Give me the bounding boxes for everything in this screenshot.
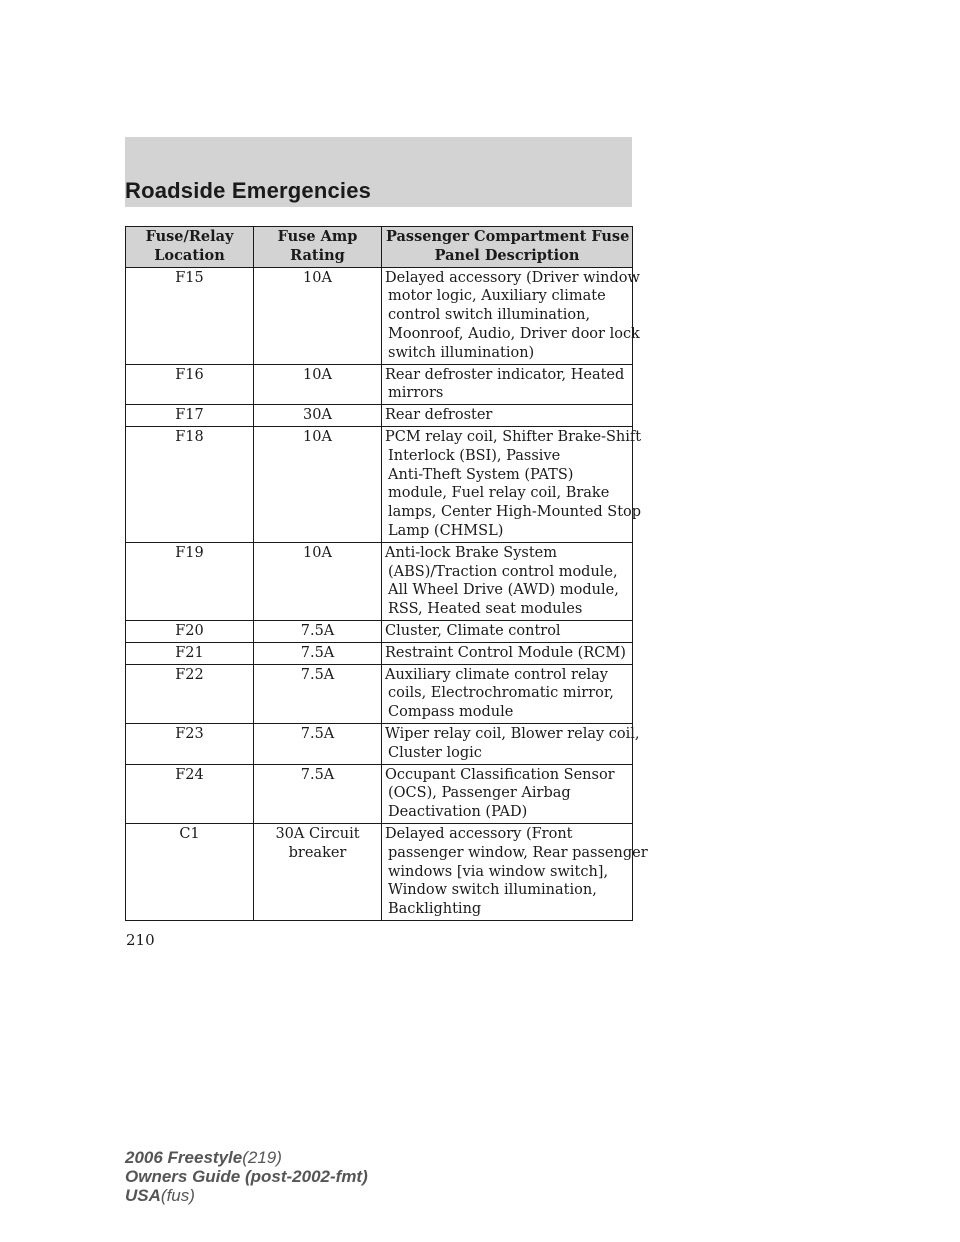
fuse-rating-line: 10A — [303, 544, 332, 561]
footer-line-2-bold: Owners Guide (post-2002-fmt) — [125, 1167, 368, 1186]
fuse-description-cell — [382, 664, 633, 723]
fuse-description-line: RSS, Heated seat modules — [388, 601, 583, 618]
fuse-description-line: Backlighting — [388, 901, 482, 918]
fuse-rating-cell — [254, 642, 382, 664]
footer — [125, 1148, 368, 1205]
table-header-row — [126, 227, 633, 268]
footer-line-3-bold: USA — [125, 1186, 161, 1205]
fuse-rating-line: 7.5A — [300, 725, 335, 742]
footer-line-2 — [125, 1167, 368, 1186]
fuse-description-cell — [382, 620, 633, 642]
header-description — [382, 227, 633, 268]
table-row — [126, 664, 633, 723]
header-location — [126, 227, 254, 268]
fuse-table — [125, 226, 648, 921]
fuse-description-line: windows [via window switch], — [388, 863, 609, 880]
fuse-rating-cell — [254, 620, 382, 642]
fuse-rating-line: 7.5A — [300, 766, 335, 783]
fuse-description-line: PCM relay coil, Shifter Brake-Shift — [385, 428, 642, 445]
fuse-description-line: Cluster logic — [388, 744, 482, 761]
fuse-rating-line: 7.5A — [300, 622, 335, 639]
header-location-line-1: Fuse/Relay — [145, 228, 234, 245]
fuse-location-cell: F20 — [126, 620, 254, 642]
table-row — [126, 620, 633, 642]
fuse-description-line: Rear defroster — [385, 407, 493, 424]
fuse-rating-cell — [254, 542, 382, 620]
fuse-location-cell: F15 — [126, 267, 254, 364]
fuse-location-cell: C1 — [126, 823, 254, 920]
fuse-description-line: motor logic, Auxiliary climate — [388, 288, 606, 305]
fuse-description-line: lamps, Center High-Mounted Stop — [388, 504, 642, 521]
fuse-rating-line: 10A — [303, 366, 332, 383]
fuse-rating-cell — [254, 664, 382, 723]
footer-line-3-normal: (fus) — [160, 1186, 195, 1205]
fuse-location-cell: F16 — [126, 364, 254, 405]
fuse-rating-cell — [254, 764, 382, 823]
fuse-description-line: Interlock (BSI), Passive — [388, 447, 561, 464]
fuse-description-line: Wiper relay coil, Blower relay coil, — [385, 725, 640, 742]
fuse-description-line: Lamp (CHMSL) — [388, 522, 504, 539]
fuse-rating-line: breaker — [288, 844, 347, 861]
footer-line-1 — [125, 1148, 368, 1167]
fuse-description-line: passenger window, Rear passenger — [388, 844, 648, 861]
fuse-description-cell — [382, 267, 640, 364]
fuse-rating-cell — [254, 364, 382, 405]
footer-line-3 — [125, 1186, 368, 1205]
table-row — [126, 267, 633, 364]
fuse-rating-line: 30A — [303, 407, 332, 424]
fuse-description-line: Anti-lock Brake System — [385, 544, 557, 561]
table-row — [126, 426, 633, 542]
fuse-description-cell — [382, 542, 633, 620]
fuse-rating-cell — [254, 426, 382, 542]
fuse-description-line: control switch illumination, — [388, 307, 591, 324]
fuse-description-line: Window switch illumination, — [388, 882, 597, 899]
table-row — [126, 542, 633, 620]
fuse-description-line: Restraint Control Module (RCM) — [385, 644, 626, 661]
fuse-description-cell — [382, 364, 633, 405]
fuse-description-line: Auxiliary climate control relay — [385, 666, 608, 683]
header-rating — [254, 227, 382, 268]
fuse-description-line: Moonroof, Audio, Driver door lock — [388, 325, 640, 342]
fuse-table-body — [126, 267, 648, 920]
table-row — [126, 642, 633, 664]
header-rating-line-1: Fuse Amp — [277, 228, 358, 245]
footer-line-1-bold: 2006 Freestyle — [125, 1148, 243, 1167]
fuse-description-line: (ABS)/Traction control module, — [388, 563, 618, 580]
fuse-description-cell — [382, 405, 633, 427]
fuse-description-line: (OCS), Passenger Airbag — [388, 785, 571, 802]
fuse-description-line: coils, Electrochromatic mirror, — [388, 685, 614, 702]
header-rating-line-2: Rating — [290, 246, 345, 264]
fuse-rating-line: 30A Circuit — [275, 825, 360, 842]
fuse-description-line: Deactivation (PAD) — [388, 804, 528, 821]
fuse-description-line: switch illumination) — [388, 344, 535, 361]
fuse-rating-line: 10A — [303, 428, 332, 445]
table-row — [126, 823, 633, 920]
fuse-location-cell: F22 — [126, 664, 254, 723]
table-row — [126, 405, 633, 427]
fuse-description-line: Anti-Theft System (PATS) — [388, 466, 574, 483]
fuse-location-cell: F17 — [126, 405, 254, 427]
fuse-location-cell: F24 — [126, 764, 254, 823]
fuse-location-cell: F18 — [126, 426, 254, 542]
fuse-description-line: Cluster, Climate control — [385, 622, 561, 639]
header-description-line-1: Passenger Compartment Fuse — [386, 228, 630, 245]
fuse-description-line: module, Fuel relay coil, Brake — [388, 485, 610, 502]
table-row — [126, 723, 633, 764]
fuse-rating-line: 10A — [303, 269, 332, 286]
footer-line-1-normal: (219) — [242, 1148, 282, 1167]
fuse-location-cell: F21 — [126, 642, 254, 664]
fuse-rating-cell — [254, 723, 382, 764]
fuse-description-line: Compass module — [388, 704, 514, 721]
fuse-description-cell — [382, 642, 633, 664]
fuse-description-cell — [382, 823, 648, 920]
header-location-line-2: Location — [154, 246, 225, 264]
fuse-rating-cell — [254, 267, 382, 364]
fuse-description-line: mirrors — [388, 385, 444, 402]
header-description-line-2: Panel Description — [434, 246, 580, 264]
fuse-location-cell: F23 — [126, 723, 254, 764]
fuse-rating-line: 7.5A — [300, 666, 335, 683]
table-row — [126, 364, 633, 405]
fuse-description-cell — [382, 764, 633, 823]
fuse-description-line: Occupant Classification Sensor — [385, 766, 615, 783]
page-number: 210 — [126, 931, 155, 949]
table-row — [126, 764, 633, 823]
fuse-description-line: Delayed accessory (Driver window — [385, 269, 640, 286]
fuse-rating-cell — [254, 405, 382, 427]
fuse-rating-cell — [254, 823, 382, 920]
fuse-location-cell: F19 — [126, 542, 254, 620]
fuse-description-line: All Wheel Drive (AWD) module, — [388, 582, 619, 599]
fuse-description-cell — [382, 426, 642, 542]
fuse-description-line: Delayed accessory (Front — [385, 825, 573, 842]
fuse-rating-line: 7.5A — [300, 644, 335, 661]
fuse-description-cell — [382, 723, 640, 764]
fuse-description-line: Rear defroster indicator, Heated — [385, 366, 625, 383]
section-title: Roadside Emergencies — [125, 178, 372, 203]
